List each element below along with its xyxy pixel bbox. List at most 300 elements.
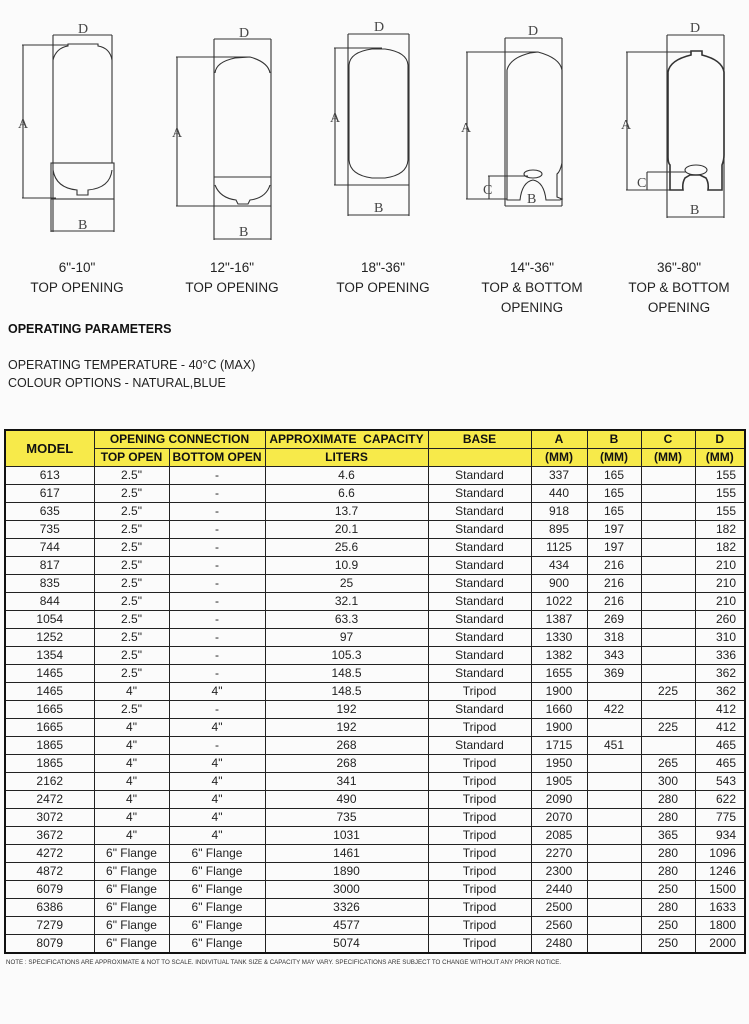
cell-dim-b: 216 [587, 593, 641, 611]
cell-dim-b [587, 899, 641, 917]
cell-capacity-liters: 6.6 [265, 485, 428, 503]
cell-base: Tripod [428, 863, 531, 881]
cell-dim-a: 895 [531, 521, 587, 539]
dim-label-c: C [637, 176, 647, 191]
cell-bottom-open: - [169, 737, 265, 755]
cell-bottom-open: 4" [169, 827, 265, 845]
cell-capacity-liters: 32.1 [265, 593, 428, 611]
cell-base: Tripod [428, 809, 531, 827]
cell-dim-c: 280 [641, 863, 695, 881]
tank-diagram-36-80 [600, 0, 749, 240]
cell-dim-b: 216 [587, 557, 641, 575]
cell-capacity-liters: 10.9 [265, 557, 428, 575]
cell-base: Standard [428, 539, 531, 557]
cell-base: Tripod [428, 935, 531, 954]
cell-dim-a: 1715 [531, 737, 587, 755]
dim-label-b: B [78, 218, 88, 233]
cell-dim-c: 265 [641, 755, 695, 773]
cell-dim-b: 318 [587, 629, 641, 647]
cell-capacity-liters: 268 [265, 737, 428, 755]
cell-top-open: 4" [94, 809, 169, 827]
cell-model: 4872 [5, 863, 94, 881]
cell-dim-a: 2070 [531, 809, 587, 827]
cell-bottom-open: 4" [169, 719, 265, 737]
table-row [5, 719, 745, 737]
cell-model: 4272 [5, 845, 94, 863]
cell-base: Standard [428, 737, 531, 755]
cell-base: Standard [428, 521, 531, 539]
cell-dim-d: 210 [695, 593, 745, 611]
cell-base: Standard [428, 629, 531, 647]
cell-dim-b: 216 [587, 575, 641, 593]
cell-capacity-liters: 3326 [265, 899, 428, 917]
cell-model: 1465 [5, 683, 94, 701]
table-row [5, 557, 745, 575]
dim-label-a: A [330, 111, 341, 126]
table-row [5, 629, 745, 647]
header-b-unit: (MM) [587, 449, 641, 467]
cell-dim-c [641, 521, 695, 539]
cell-capacity-liters: 735 [265, 809, 428, 827]
cell-model: 1665 [5, 719, 94, 737]
dim-label-d: D [374, 20, 385, 35]
cell-top-open: 2.5" [94, 557, 169, 575]
cell-dim-d: 465 [695, 737, 745, 755]
cell-dim-b [587, 827, 641, 845]
table-row [5, 791, 745, 809]
cell-dim-a: 918 [531, 503, 587, 521]
cell-model: 2162 [5, 773, 94, 791]
cell-base: Standard [428, 503, 531, 521]
diagram-caption-2 [152, 258, 312, 298]
cell-dim-d: 1096 [695, 845, 745, 863]
cell-bottom-open: - [169, 467, 265, 485]
cell-dim-d: 1500 [695, 881, 745, 899]
diagram-size: 14"-36" [509, 260, 555, 275]
header-model: MODEL [5, 430, 94, 467]
tank-diagram-14-36 [440, 0, 580, 240]
dim-label-b: B [374, 201, 384, 216]
cell-dim-b: 343 [587, 647, 641, 665]
cell-model: 617 [5, 485, 94, 503]
header-a: A [531, 430, 587, 449]
diagram-caption-3 [303, 258, 463, 298]
cell-dim-d: 412 [695, 701, 745, 719]
dim-label-b: B [527, 192, 537, 207]
cell-dim-d: 155 [695, 503, 745, 521]
table-row [5, 935, 745, 954]
tank-diagram-12-16 [150, 0, 280, 250]
cell-capacity-liters: 20.1 [265, 521, 428, 539]
cell-capacity-liters: 25.6 [265, 539, 428, 557]
table-row [5, 881, 745, 899]
cell-dim-b: 269 [587, 611, 641, 629]
table-row [5, 503, 745, 521]
cell-bottom-open: 4" [169, 683, 265, 701]
cell-model: 6386 [5, 899, 94, 917]
cell-model: 817 [5, 557, 94, 575]
diagram-caption-5 [599, 258, 749, 318]
cell-capacity-liters: 148.5 [265, 665, 428, 683]
header-a-unit: (MM) [531, 449, 587, 467]
cell-dim-a: 1905 [531, 773, 587, 791]
cell-dim-b [587, 935, 641, 954]
cell-dim-b [587, 809, 641, 827]
table-row [5, 647, 745, 665]
cell-dim-b: 165 [587, 467, 641, 485]
cell-top-open: 2.5" [94, 575, 169, 593]
cell-bottom-open: 6" Flange [169, 917, 265, 935]
cell-dim-a: 2300 [531, 863, 587, 881]
cell-dim-c [641, 593, 695, 611]
cell-top-open: 2.5" [94, 665, 169, 683]
cell-capacity-liters: 1890 [265, 863, 428, 881]
cell-base: Standard [428, 611, 531, 629]
cell-bottom-open: - [169, 701, 265, 719]
cell-model: 1054 [5, 611, 94, 629]
cell-capacity-liters: 13.7 [265, 503, 428, 521]
cell-dim-b: 165 [587, 503, 641, 521]
operating-parameters-title: OPERATING PARAMETERS [8, 322, 172, 336]
diagram-type: TOP OPENING [30, 280, 124, 295]
diagram-size: 6"-10" [58, 260, 96, 275]
cell-base: Tripod [428, 773, 531, 791]
cell-dim-a: 440 [531, 485, 587, 503]
cell-dim-a: 2090 [531, 791, 587, 809]
cell-base: Tripod [428, 845, 531, 863]
table-row [5, 755, 745, 773]
cell-dim-a: 1900 [531, 719, 587, 737]
tank-diagram-18-36 [300, 0, 430, 240]
diagram-type: TOP OPENING [185, 280, 279, 295]
header-bottom-open: BOTTOM OPEN [169, 449, 265, 467]
cell-dim-d: 412 [695, 719, 745, 737]
diagram-caption-4 [452, 258, 612, 318]
dim-label-a: A [172, 126, 183, 141]
cell-bottom-open: - [169, 611, 265, 629]
cell-top-open: 2.5" [94, 593, 169, 611]
cell-dim-d: 1800 [695, 917, 745, 935]
header-opening-connection: OPENING CONNECTION [94, 430, 265, 449]
cell-dim-c: 250 [641, 881, 695, 899]
cell-dim-d: 260 [695, 611, 745, 629]
cell-dim-a: 434 [531, 557, 587, 575]
cell-base: Standard [428, 665, 531, 683]
header-liters: LITERS [265, 449, 428, 467]
cell-capacity-liters: 490 [265, 791, 428, 809]
table-row [5, 827, 745, 845]
cell-top-open: 4" [94, 773, 169, 791]
dim-label-b: B [690, 203, 700, 218]
cell-bottom-open: - [169, 503, 265, 521]
cell-dim-b [587, 863, 641, 881]
cell-dim-d: 155 [695, 485, 745, 503]
diagram-type: TOP & BOTTOM [481, 280, 583, 295]
cell-dim-a: 1655 [531, 665, 587, 683]
table-row [5, 611, 745, 629]
diagram-type-line2: OPENING [500, 300, 564, 315]
table-row [5, 701, 745, 719]
cell-base: Tripod [428, 719, 531, 737]
cell-dim-c: 250 [641, 935, 695, 954]
cell-capacity-liters: 63.3 [265, 611, 428, 629]
cell-capacity-liters: 97 [265, 629, 428, 647]
table-row [5, 863, 745, 881]
dim-label-d: D [78, 22, 89, 37]
cell-model: 1865 [5, 755, 94, 773]
cell-bottom-open: 6" Flange [169, 935, 265, 954]
cell-dim-d: 362 [695, 683, 745, 701]
cell-top-open: 4" [94, 683, 169, 701]
cell-dim-a: 1387 [531, 611, 587, 629]
table-row [5, 899, 745, 917]
cell-capacity-liters: 4.6 [265, 467, 428, 485]
cell-dim-c [641, 557, 695, 575]
cell-model: 744 [5, 539, 94, 557]
cell-dim-b [587, 683, 641, 701]
cell-dim-b: 369 [587, 665, 641, 683]
cell-dim-b [587, 881, 641, 899]
header-base: BASE [428, 430, 531, 449]
cell-dim-c [641, 575, 695, 593]
dim-label-a: A [18, 117, 29, 132]
cell-dim-a: 2560 [531, 917, 587, 935]
cell-dim-c [641, 539, 695, 557]
cell-top-open: 4" [94, 719, 169, 737]
cell-dim-d: 155 [695, 467, 745, 485]
diagram-type-line2: OPENING [647, 300, 711, 315]
table-row [5, 845, 745, 863]
dim-label-d: D [528, 24, 539, 39]
cell-dim-a: 2270 [531, 845, 587, 863]
cell-dim-d: 310 [695, 629, 745, 647]
diagram-type: TOP OPENING [336, 280, 430, 295]
cell-bottom-open: 4" [169, 773, 265, 791]
table-row [5, 665, 745, 683]
cell-top-open: 6" Flange [94, 845, 169, 863]
dim-label-a: A [621, 118, 632, 133]
cell-dim-a: 2085 [531, 827, 587, 845]
cell-dim-d: 182 [695, 539, 745, 557]
cell-bottom-open: - [169, 521, 265, 539]
cell-capacity-liters: 4577 [265, 917, 428, 935]
cell-capacity-liters: 341 [265, 773, 428, 791]
cell-dim-a: 1330 [531, 629, 587, 647]
header-base-unit [428, 449, 531, 467]
cell-dim-d: 362 [695, 665, 745, 683]
cell-top-open: 4" [94, 791, 169, 809]
cell-model: 8079 [5, 935, 94, 954]
cell-dim-d: 210 [695, 557, 745, 575]
cell-capacity-liters: 25 [265, 575, 428, 593]
table-row [5, 773, 745, 791]
header-top-open: TOP OPEN [94, 449, 169, 467]
table-row [5, 521, 745, 539]
cell-model: 1665 [5, 701, 94, 719]
cell-dim-a: 1950 [531, 755, 587, 773]
cell-top-open: 2.5" [94, 647, 169, 665]
cell-top-open: 4" [94, 737, 169, 755]
cell-dim-c [641, 665, 695, 683]
cell-top-open: 2.5" [94, 503, 169, 521]
cell-dim-b: 197 [587, 521, 641, 539]
cell-dim-d: 210 [695, 575, 745, 593]
cell-bottom-open: 6" Flange [169, 899, 265, 917]
table-row [5, 593, 745, 611]
cell-bottom-open: 6" Flange [169, 845, 265, 863]
cell-dim-a: 1900 [531, 683, 587, 701]
cell-dim-d: 543 [695, 773, 745, 791]
cell-dim-a: 1125 [531, 539, 587, 557]
cell-base: Tripod [428, 791, 531, 809]
cell-dim-c [641, 701, 695, 719]
table-row [5, 575, 745, 593]
cell-bottom-open: - [169, 629, 265, 647]
cell-top-open: 2.5" [94, 539, 169, 557]
cell-top-open: 6" Flange [94, 899, 169, 917]
cell-bottom-open: - [169, 665, 265, 683]
cell-capacity-liters: 5074 [265, 935, 428, 954]
header-d: D [695, 430, 745, 449]
dim-label-c: C [483, 183, 493, 198]
diagram-caption-1 [0, 258, 157, 298]
cell-dim-c: 250 [641, 917, 695, 935]
cell-model: 613 [5, 467, 94, 485]
cell-dim-b [587, 791, 641, 809]
cell-dim-d: 934 [695, 827, 745, 845]
cell-dim-c: 225 [641, 683, 695, 701]
cell-base: Tripod [428, 683, 531, 701]
cell-model: 1252 [5, 629, 94, 647]
cell-bottom-open: 4" [169, 809, 265, 827]
cell-top-open: 6" Flange [94, 917, 169, 935]
diagram-type: TOP & BOTTOM [628, 280, 730, 295]
cell-bottom-open: 4" [169, 755, 265, 773]
cell-dim-c [641, 611, 695, 629]
cell-capacity-liters: 192 [265, 719, 428, 737]
cell-model: 6079 [5, 881, 94, 899]
diagram-size: 12"-16" [209, 260, 255, 275]
cell-base: Standard [428, 485, 531, 503]
spec-table [4, 429, 746, 954]
cell-dim-c: 280 [641, 791, 695, 809]
cell-capacity-liters: 105.3 [265, 647, 428, 665]
operating-temperature: OPERATING TEMPERATURE - 40°C (MAX) [8, 358, 256, 372]
cell-top-open: 2.5" [94, 611, 169, 629]
cell-dim-c: 300 [641, 773, 695, 791]
cell-bottom-open: - [169, 593, 265, 611]
cell-dim-a: 2480 [531, 935, 587, 954]
header-c-unit: (MM) [641, 449, 695, 467]
cell-capacity-liters: 268 [265, 755, 428, 773]
cell-bottom-open: 6" Flange [169, 881, 265, 899]
table-row [5, 917, 745, 935]
cell-capacity-liters: 148.5 [265, 683, 428, 701]
cell-dim-c [641, 629, 695, 647]
dim-label-d: D [239, 26, 250, 41]
cell-bottom-open: 4" [169, 791, 265, 809]
cell-dim-b: 451 [587, 737, 641, 755]
cell-top-open: 4" [94, 827, 169, 845]
cell-dim-d: 336 [695, 647, 745, 665]
cell-top-open: 2.5" [94, 521, 169, 539]
cell-dim-c: 365 [641, 827, 695, 845]
cell-model: 1465 [5, 665, 94, 683]
cell-model: 735 [5, 521, 94, 539]
dim-label-b: B [239, 225, 249, 240]
table-row [5, 539, 745, 557]
cell-dim-c [641, 503, 695, 521]
cell-model: 7279 [5, 917, 94, 935]
cell-top-open: 2.5" [94, 467, 169, 485]
cell-bottom-open: - [169, 539, 265, 557]
cell-dim-a: 337 [531, 467, 587, 485]
cell-capacity-liters: 192 [265, 701, 428, 719]
cell-base: Standard [428, 557, 531, 575]
cell-dim-b: 165 [587, 485, 641, 503]
diagram-size: 18"-36" [360, 260, 406, 275]
cell-top-open: 2.5" [94, 701, 169, 719]
cell-capacity-liters: 1031 [265, 827, 428, 845]
cell-dim-b: 422 [587, 701, 641, 719]
header-c: C [641, 430, 695, 449]
cell-dim-c: 280 [641, 899, 695, 917]
colour-options: COLOUR OPTIONS - NATURAL,BLUE [8, 376, 226, 390]
cell-dim-b [587, 719, 641, 737]
cell-dim-d: 1246 [695, 863, 745, 881]
cell-base: Tripod [428, 899, 531, 917]
cell-base: Tripod [428, 827, 531, 845]
cell-dim-d: 182 [695, 521, 745, 539]
cell-bottom-open: - [169, 575, 265, 593]
cell-top-open: 6" Flange [94, 935, 169, 954]
cell-base: Standard [428, 593, 531, 611]
cell-dim-a: 1022 [531, 593, 587, 611]
cell-dim-d: 622 [695, 791, 745, 809]
cell-base: Standard [428, 467, 531, 485]
cell-dim-c: 280 [641, 845, 695, 863]
cell-top-open: 4" [94, 755, 169, 773]
cell-top-open: 2.5" [94, 629, 169, 647]
footnote: NOTE : SPECIFICATIONS ARE APPROXIMATE & NOT TO SCALE. INDIVITUAL TANK SIZE & CAPACITY MAY VARY. SPECIFICATIONS ARE SUBJECT TO CHANGE WITHOUT ANY PRIOR NOTICE. [6, 959, 562, 966]
table-row [5, 467, 745, 485]
cell-top-open: 6" Flange [94, 863, 169, 881]
cell-model: 3672 [5, 827, 94, 845]
cell-dim-d: 1633 [695, 899, 745, 917]
cell-base: Tripod [428, 917, 531, 935]
cell-model: 1865 [5, 737, 94, 755]
cell-dim-b [587, 845, 641, 863]
cell-bottom-open: - [169, 647, 265, 665]
cell-dim-a: 900 [531, 575, 587, 593]
cell-model: 3072 [5, 809, 94, 827]
cell-dim-c [641, 467, 695, 485]
cell-dim-a: 2500 [531, 899, 587, 917]
dim-label-a: A [461, 121, 472, 136]
cell-top-open: 6" Flange [94, 881, 169, 899]
cell-dim-c [641, 737, 695, 755]
cell-bottom-open: 6" Flange [169, 863, 265, 881]
table-row [5, 485, 745, 503]
cell-dim-d: 775 [695, 809, 745, 827]
cell-base: Tripod [428, 881, 531, 899]
cell-dim-c [641, 647, 695, 665]
cell-base: Standard [428, 701, 531, 719]
cell-model: 844 [5, 593, 94, 611]
cell-dim-c [641, 485, 695, 503]
cell-model: 835 [5, 575, 94, 593]
cell-capacity-liters: 3000 [265, 881, 428, 899]
